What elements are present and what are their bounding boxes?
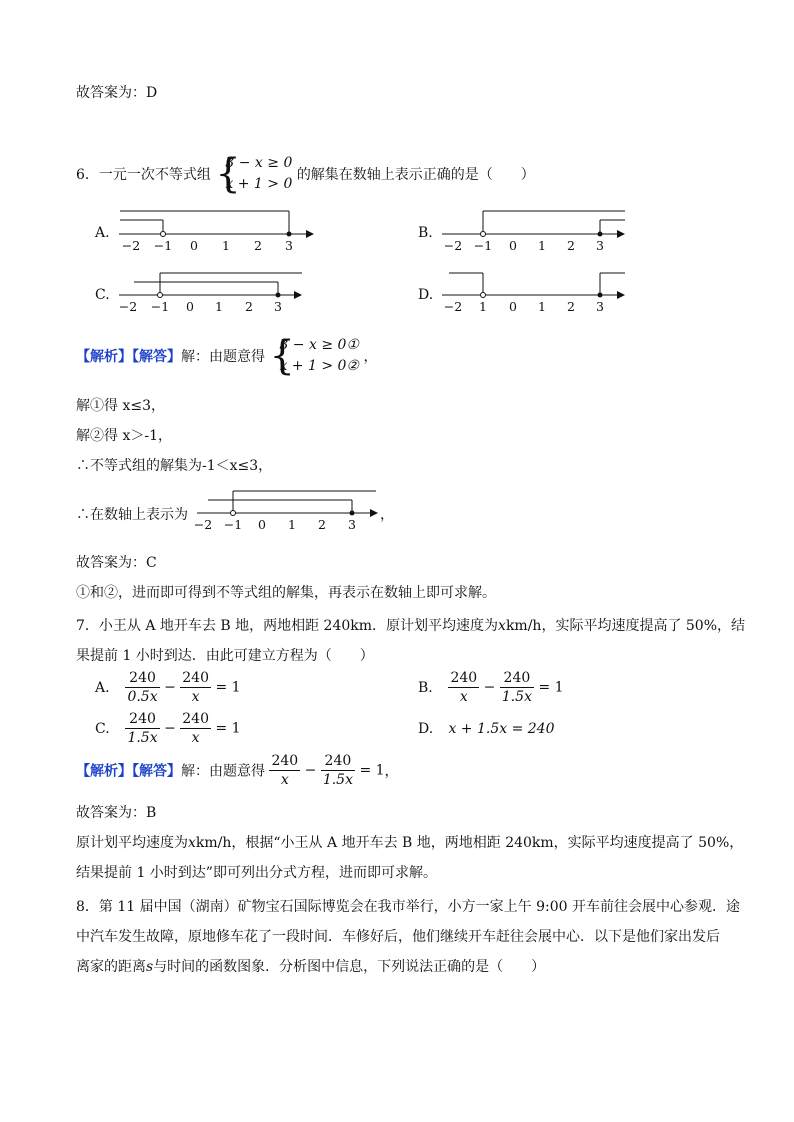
q7-stem-text-2: km/h，实际平均速度提高了 50%，结 — [505, 618, 746, 634]
svg-text:1: 1 — [222, 238, 230, 253]
q6-stem-prefix: 6．一元一次不等式组 — [76, 167, 211, 183]
brace-icon: { — [215, 151, 241, 197]
q7-option-a-letter: A. — [95, 679, 110, 696]
fraction: $\frac{240}{0.5x}$ — [127, 670, 158, 705]
q7-stem-variable: x — [498, 618, 506, 634]
svg-text:−1: −1 — [153, 238, 173, 253]
svg-text:1: 1 — [215, 299, 223, 314]
svg-text:3: 3 — [348, 517, 356, 532]
q6-step-4 — [76, 504, 188, 524]
fraction: $\frac{240}{1.5x}$ — [127, 711, 158, 746]
svg-text:1: 1 — [538, 299, 546, 314]
q6-step-3: ∴不等式组的解集为-1＜x≤3， — [76, 458, 273, 474]
q8-stem-line-2: 中汽车发生故障，原地修车花了一段时间．车修好后，他们继续开车赶往会展中心．以下是他们家出发后 — [76, 929, 720, 945]
q6-option-c-letter: C. — [95, 287, 110, 303]
svg-text:3: 3 — [596, 238, 604, 253]
svg-text:3: 3 — [274, 299, 282, 314]
svg-text:0: 0 — [186, 299, 194, 314]
q7-option-b-letter: B. — [418, 679, 433, 696]
analysis-tag: 【解析】 — [76, 763, 132, 780]
svg-text:2: 2 — [318, 517, 326, 532]
fraction: $\frac{240}{1.5x}$ — [322, 753, 353, 788]
q7-option-d-letter: D. — [418, 721, 434, 737]
q6-analysis-inequality-1: 3 − x ≥ 0① — [279, 337, 359, 353]
analysis-tag: 【解析】 — [76, 349, 132, 365]
svg-text:0: 0 — [190, 238, 198, 253]
q7-stem-text-1: 7．小王从 A 地开车去 B 地，两地相距 240km．原计划平均速度为 — [76, 618, 499, 634]
svg-text:1: 1 — [479, 299, 487, 314]
q6-option-a-number-line — [114, 208, 314, 256]
q7-option-c-letter: C. — [95, 720, 110, 737]
svg-text:0: 0 — [258, 517, 266, 532]
analysis-lead: 解：由题意得 — [181, 349, 265, 365]
q7-comment-line-2: 结果提前 1 小时到达”即可列出分式方程，进而即可求解。 — [76, 865, 437, 881]
q6-step-1: 解①得 x≤3， — [76, 398, 165, 414]
q6-stem-suffix: 的解集在数轴上表示正确的是（ ） — [296, 167, 535, 183]
q7-comment-line-1: 原计划平均速度为xkm/h，根据“小王从 A 地开车去 B 地，两地相距 240km，实际平均速度提高了 50%， — [76, 835, 744, 851]
analysis-lead: 解：由题意得 — [181, 763, 265, 780]
q6-option-b-letter: B. — [418, 225, 433, 241]
fraction: $\frac{240}{x}$ — [271, 753, 299, 788]
q6-step-4-tail: ， — [380, 507, 394, 523]
answer-tag: 【解答】 — [132, 763, 181, 780]
svg-text:2: 2 — [254, 238, 262, 253]
q6-inequality-1: 3 − x ≥ 0 — [225, 155, 293, 171]
svg-text:0: 0 — [509, 299, 517, 314]
svg-text:−2: −2 — [194, 517, 213, 532]
svg-text:−1: −1 — [473, 238, 493, 253]
svg-text:1: 1 — [538, 238, 546, 253]
q6-option-b-number-line — [437, 208, 637, 256]
fraction: $\frac{240}{x}$ — [182, 670, 209, 705]
q6-solution-number-line — [194, 488, 394, 534]
svg-text:1: 1 — [288, 517, 296, 532]
brace-icon: { — [269, 333, 295, 379]
q6-inequality-2: x + 1 > 0 — [225, 176, 293, 192]
q6-answer: 故答案为：C — [76, 555, 157, 571]
svg-text:−2: −2 — [118, 299, 138, 314]
q6-analysis-system — [269, 335, 359, 377]
q7-option-c: C. $\frac{240}{1.5x}$ − $\frac{240}{x}$ = 1 — [95, 711, 241, 746]
q7-option-a: A. $\frac{240}{0.5x}$ − $\frac{240}{x}$ = 1 — [95, 670, 241, 705]
svg-text:−2: −2 — [121, 238, 141, 253]
q6-option-a-letter: A. — [95, 225, 110, 241]
q6-comment: ①和②，进而即可得到不等式组的解集，再表示在数轴上即可求解。 — [76, 585, 496, 601]
analysis-tail: ， — [363, 349, 378, 365]
svg-text:2: 2 — [245, 299, 253, 314]
q7-option-d — [418, 721, 555, 737]
fraction: $\frac{240}{1.5x}$ — [501, 670, 532, 705]
q7-answer: 故答案为：B — [76, 805, 157, 821]
q6-option-c-number-line — [114, 270, 314, 318]
answer-tag: 【解答】 — [132, 349, 181, 365]
svg-text:2: 2 — [567, 238, 575, 253]
fraction: $\frac{240}{x}$ — [182, 711, 209, 746]
q6-inequality-system — [215, 153, 292, 195]
q6-analysis-inequality-2: x + 1 > 0② — [279, 358, 359, 374]
q8-stem-line-3: 离家的距离s与时间的函数图象．分析图中信息，下列说法正确的是（ ） — [76, 959, 546, 975]
q6-option-d-number-line — [437, 270, 637, 318]
svg-text:−1: −1 — [223, 517, 243, 532]
q6-analysis — [76, 335, 377, 377]
q6-stem — [76, 153, 535, 195]
q7-stem-line-2: 果提前 1 小时到达．由此可建立方程为（ ） — [76, 648, 374, 664]
fraction: $\frac{240}{x}$ — [450, 670, 478, 705]
q6-step-4-text: ∴在数轴上表示为 — [76, 507, 188, 523]
q7-option-b: B. $\frac{240}{x}$ − $\frac{240}{1.5x}$ = 1 — [418, 670, 564, 705]
svg-text:−2: −2 — [443, 299, 463, 314]
q7-option-d-expression: x + 1.5x = 240 — [448, 721, 555, 737]
svg-text:−2: −2 — [443, 238, 463, 253]
previous-answer: 故答案为：D — [76, 85, 158, 101]
svg-text:3: 3 — [285, 238, 293, 253]
svg-text:−1: −1 — [150, 299, 170, 314]
q6-option-d-letter: D. — [418, 287, 434, 303]
q7-analysis: 【解析】【解答】解：由题意得 $\frac{240}{x}$ − $\frac{240}{1.5x}$ = 1， — [76, 753, 399, 788]
svg-text:0: 0 — [509, 238, 517, 253]
svg-text:2: 2 — [567, 299, 575, 314]
q6-step-2: 解②得 x＞-1， — [76, 428, 172, 444]
svg-text:3: 3 — [596, 299, 604, 314]
q7-stem-line-1 — [76, 615, 745, 635]
q8-stem-line-1: 8．第 11 届中国（湖南）矿物宝石国际博览会在我市举行，小方一家上午 9:00 开车前往会展中心参观．途 — [76, 899, 740, 915]
